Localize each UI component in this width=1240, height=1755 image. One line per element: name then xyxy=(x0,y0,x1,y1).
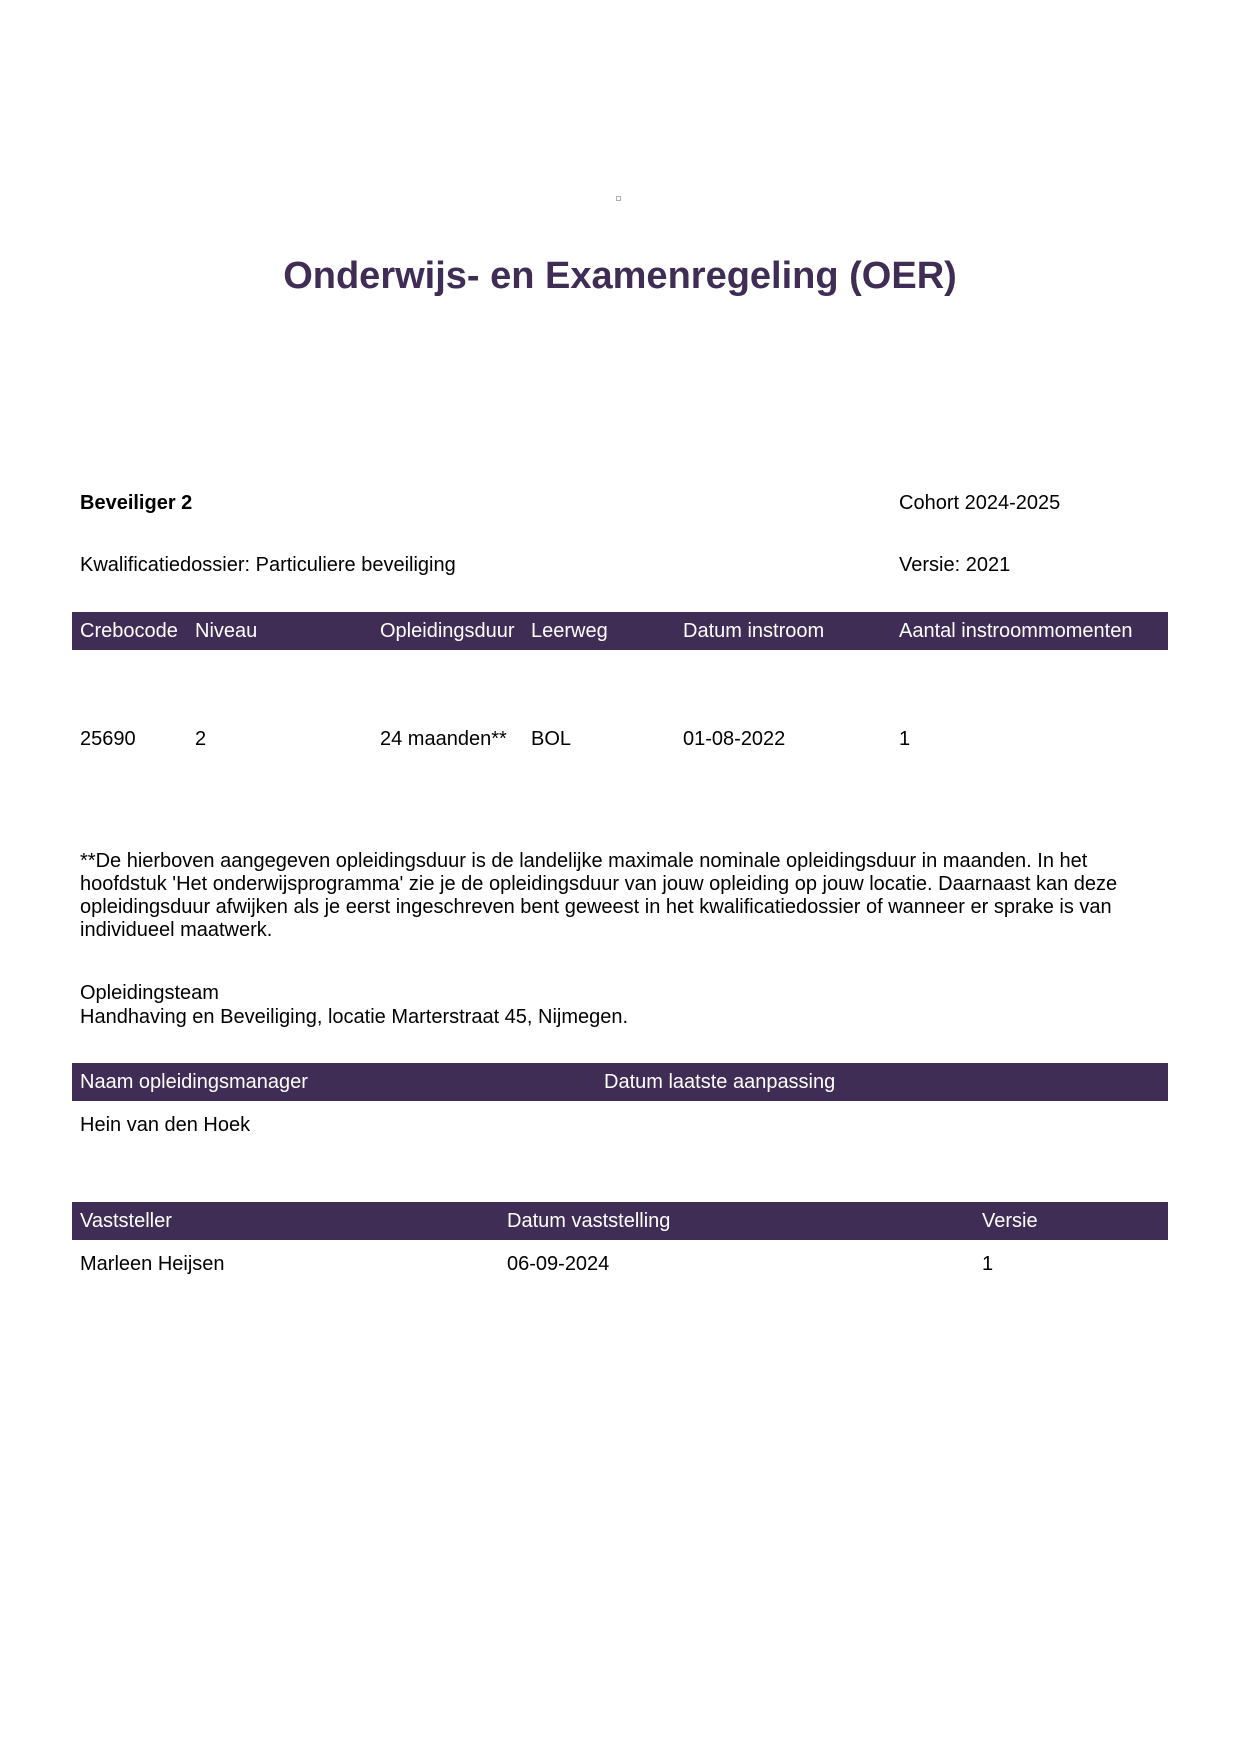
header-vaststeller: Vaststeller xyxy=(80,1210,172,1232)
cell-crebocode: 25690 xyxy=(80,728,136,750)
header-datum-vaststelling: Datum vaststelling xyxy=(507,1210,671,1232)
cell-leerweg: BOL xyxy=(531,728,572,750)
header-opleidingsduur: Opleidingsduur xyxy=(380,620,515,642)
cell-datum-instroom: 01-08-2022 xyxy=(683,728,786,750)
cell-datum-vaststelling: 06-09-2024 xyxy=(507,1253,610,1275)
version-label: Versie: 2021 xyxy=(899,554,1011,576)
header-leerweg: Leerweg xyxy=(531,620,608,642)
header-datum-laatste-aanpassing: Datum laatste aanpassing xyxy=(604,1071,836,1093)
programme-table-header xyxy=(72,612,1168,650)
programme-name: Beveiliger 2 xyxy=(80,492,193,514)
cell-versie: 1 xyxy=(982,1253,994,1275)
cell-manager-name: Hein van den Hoek xyxy=(80,1114,251,1136)
cohort-label: Cohort 2024-2025 xyxy=(899,492,1061,514)
header-versie: Versie xyxy=(982,1210,1038,1232)
footnote-text: **De hierboven aangegeven opleidingsduur is de landelijke maximale nominale opleidingsduur in maanden. In het hoofdstuk 'Het onderwijsprogramma' zie je de opleidingsduur van jouw opleiding op jouw locatie. Daarnaast kan deze opleidingsduur afwijken als je eerst ingeschreven bent geweest in het kwalificatiedossier of wanneer er sprake is van individueel maatwerk. xyxy=(80,850,1118,941)
approval-table-header xyxy=(72,1202,1168,1240)
image-placeholder-icon xyxy=(616,196,621,201)
document-title: Onderwijs- en Examenregeling (OER) xyxy=(283,255,957,297)
qualification-dossier: Kwalificatiedossier: Particuliere beveiliging xyxy=(80,554,456,576)
header-niveau: Niveau xyxy=(195,620,258,642)
cell-niveau: 2 xyxy=(195,728,207,750)
header-datum-instroom: Datum instroom xyxy=(683,620,825,642)
team-label: Opleidingsteam xyxy=(80,982,219,1004)
cell-opleidingsduur: 24 maanden** xyxy=(380,728,507,750)
header-crebocode: Crebocode xyxy=(80,620,178,642)
header-naam-opleidingsmanager: Naam opleidingsmanager xyxy=(80,1071,308,1093)
manager-table-header xyxy=(72,1063,1168,1101)
header-aantal-instroommomenten: Aantal instroommomenten xyxy=(899,620,1133,642)
cell-vaststeller: Marleen Heijsen xyxy=(80,1253,225,1275)
cell-aantal-instroommomenten: 1 xyxy=(899,728,911,750)
team-value: Handhaving en Beveiliging, locatie Marterstraat 45, Nijmegen. xyxy=(80,1006,629,1028)
